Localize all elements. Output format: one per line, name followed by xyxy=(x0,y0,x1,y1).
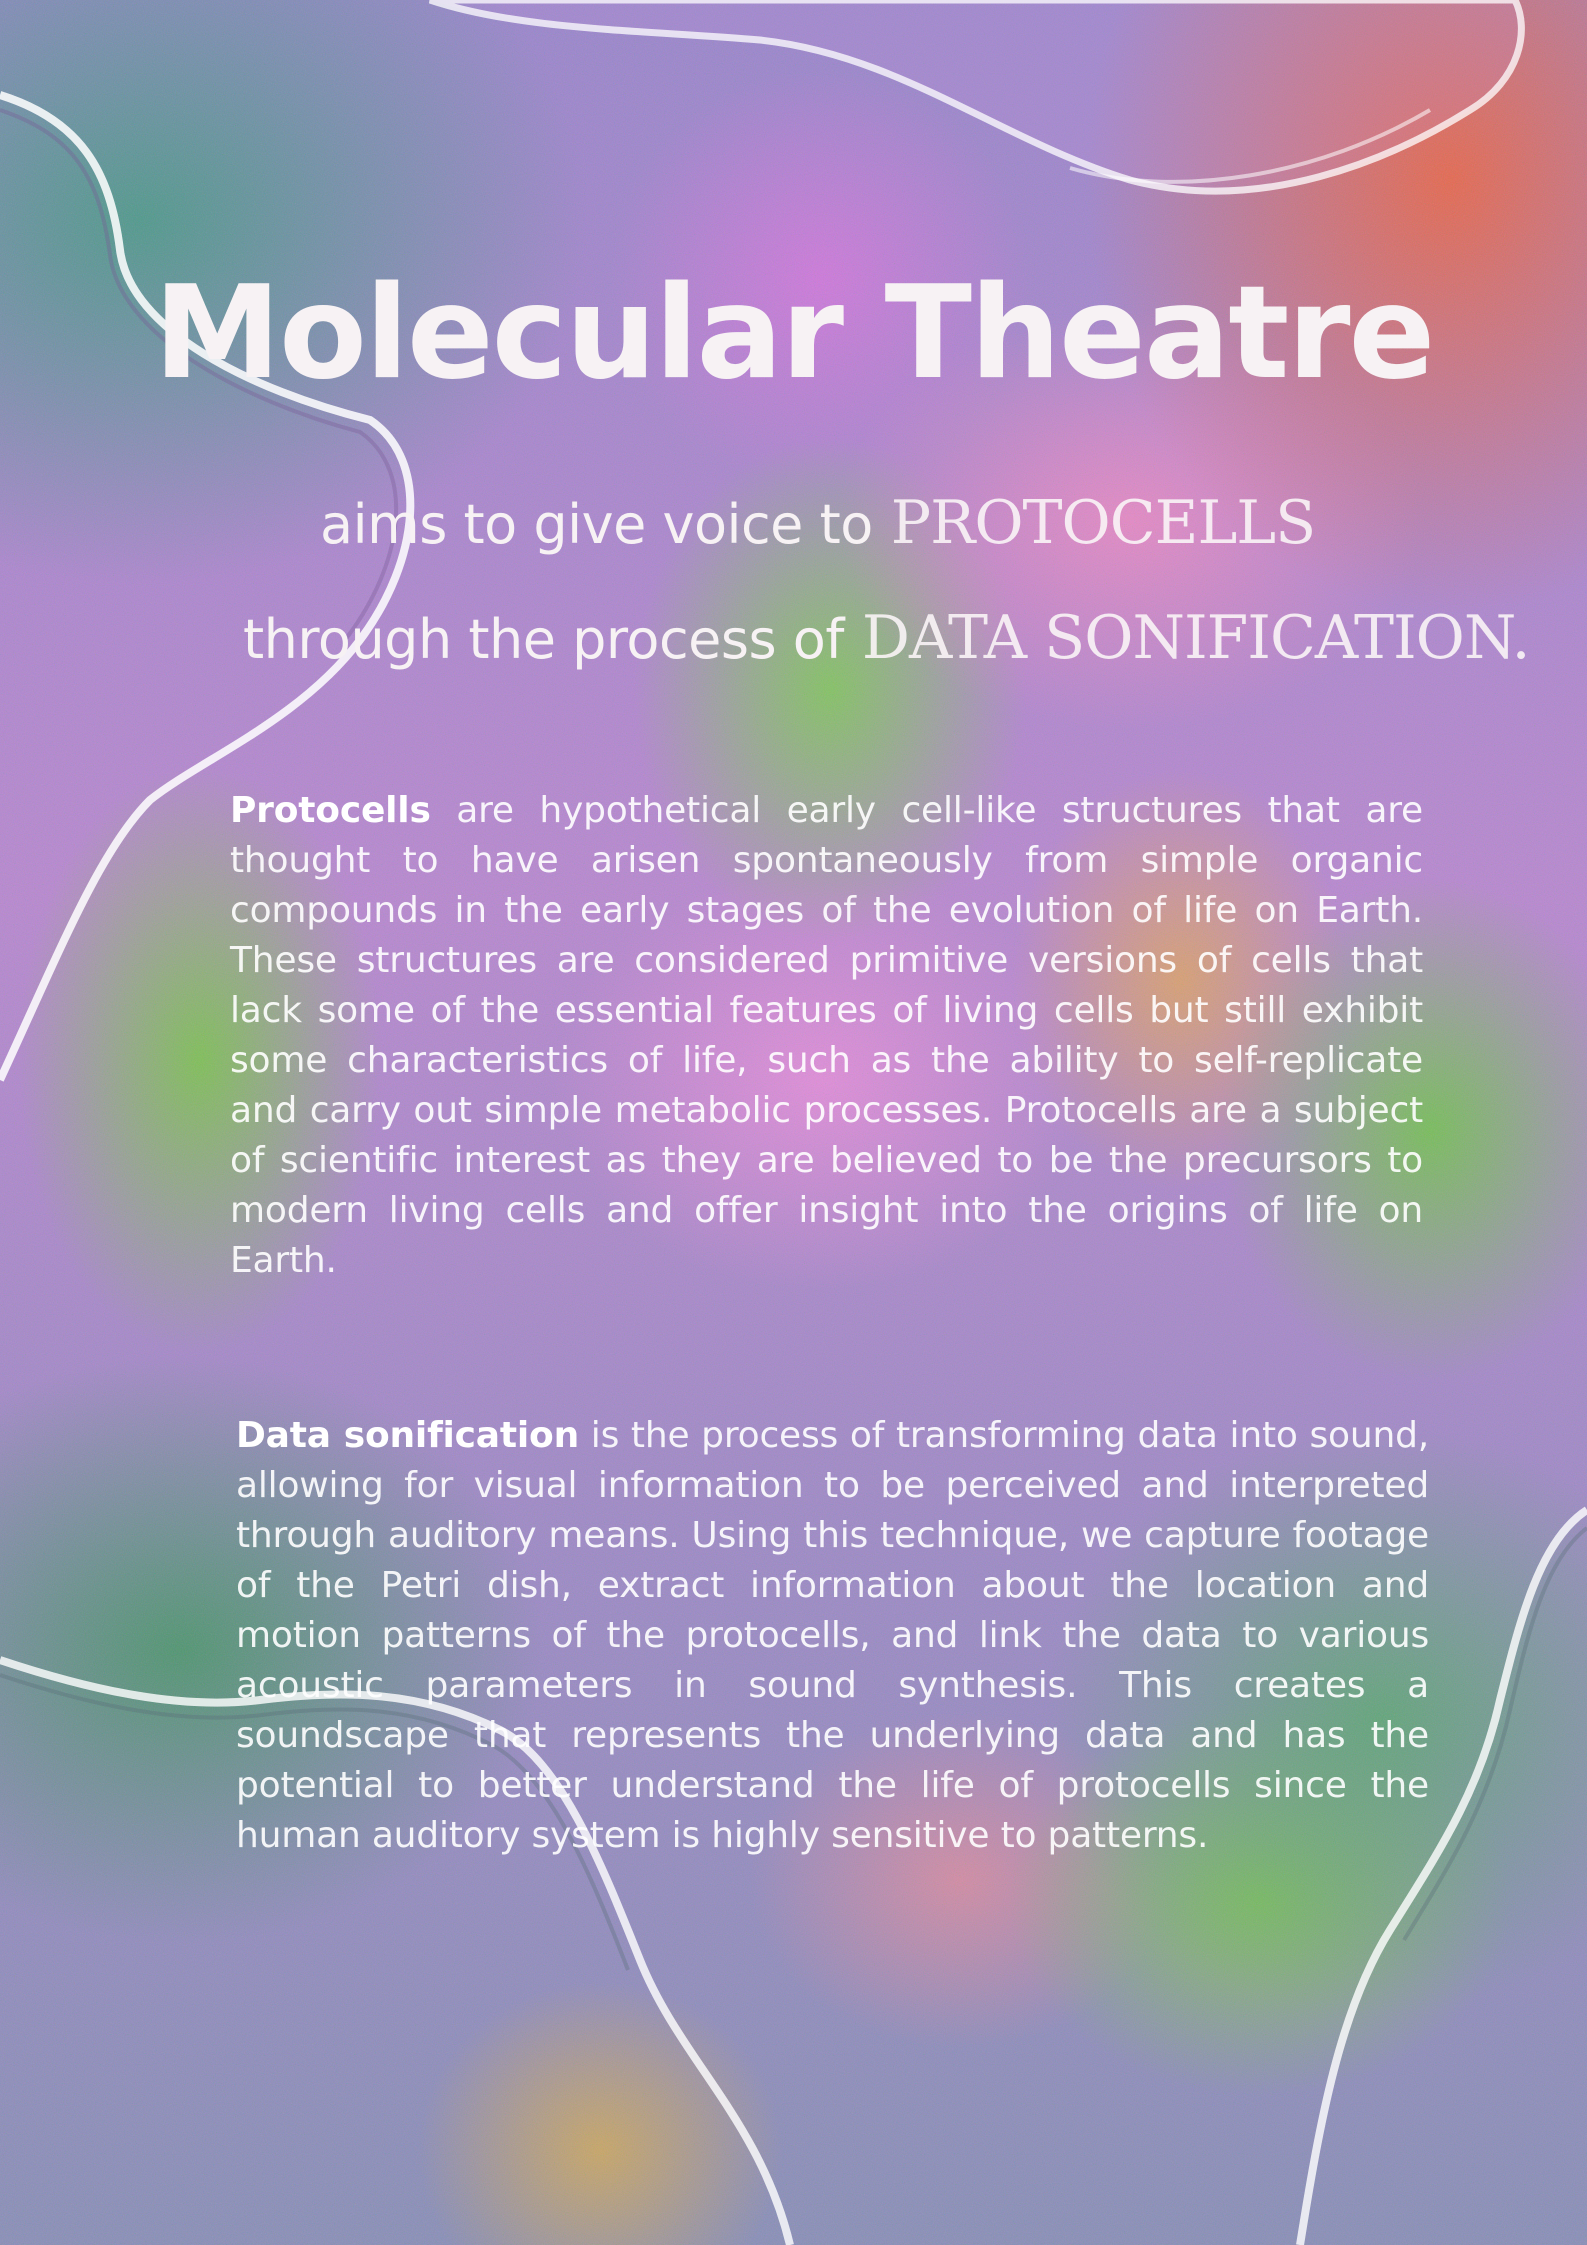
tagline-line-1-text: aims to give voice to xyxy=(320,493,873,556)
data-sonification-term: Data sonification xyxy=(236,1415,580,1456)
data-sonification-paragraph xyxy=(236,1411,1429,1861)
tagline-line-2-text: through the process of xyxy=(243,608,844,671)
protocells-term: Protocells xyxy=(230,790,431,831)
poster-title: Molecular Theatre xyxy=(153,259,1434,408)
tagline-line-1 xyxy=(320,488,1316,558)
protocells-body: are hypothetical early cell-like structures that are thought to have arisen spontaneously from simple organic compounds in the early stages of the evolution of life on Earth. These structures are considered primitive versions of cells that lack some of the essential features of living cells but still exhibit some characteristics of life, such as the ability to self-replicate and carry out simple metabolic processes. Protocells are a subject of scientific interest as they are believed to be the precursors to modern living cells and offer insight into the origins of life on Earth. xyxy=(230,790,1423,1281)
protocells-paragraph xyxy=(230,786,1423,1286)
tagline-accent-data-sonification: DATA SONIFICATION. xyxy=(861,603,1530,673)
tagline-accent-protocells: PROTOCELLS xyxy=(890,488,1316,558)
tagline-line-2 xyxy=(243,603,1530,673)
data-sonification-body: is the process of transforming data into sound, allowing for visual information to be perceived and interpreted through auditory means. Using this technique, we capture footage of the Petri dish, extract information about the location and motion patterns of the protocells, and link the data to various acoustic parameters in sound synthesis. This creates a soundscape that represents the underlying data and has the potential to better understand the life of protocells since the human auditory system is highly sensitive to patterns. xyxy=(236,1415,1429,1856)
